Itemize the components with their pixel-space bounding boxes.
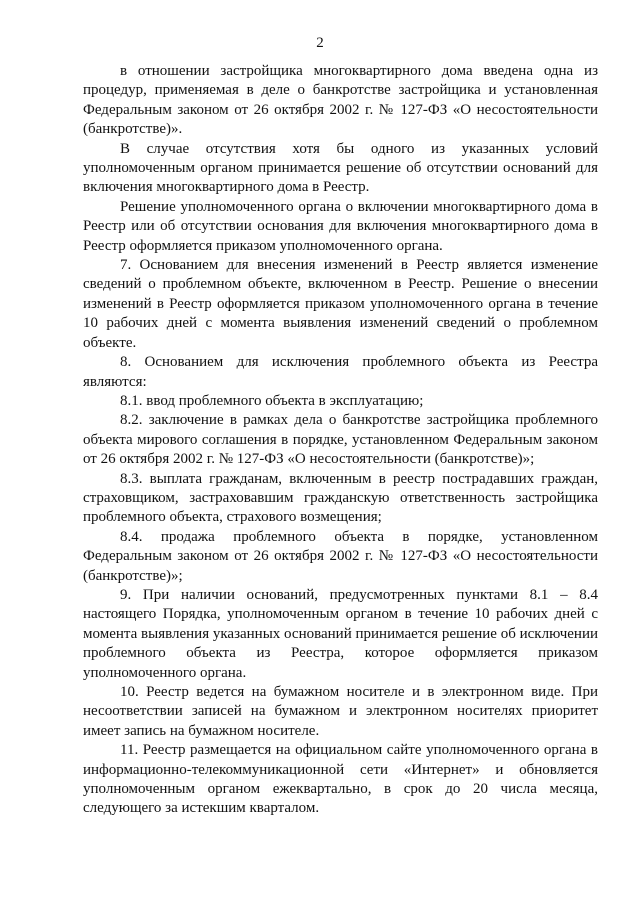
clause-7: 7. Основанием для внесения изменений в Реестр является изменение сведений о проблемном объекте, включенном в Реестр. Решение о внесении изменений в Реестр оформляется приказом уполномоченного органа в течение 10 рабочих дней с момента выявления изменений сведений о проблемном объекте. xyxy=(83,257,598,351)
paragraph-continuation: в отношении застройщика многоквартирного дома введена одна из процедур, применяемая в деле о банкротстве застройщика и установленная Федеральным законом от 26 октября 2002 г. № 127-ФЗ «О несостоятельности (банкротстве)». xyxy=(83,63,598,138)
clause-8-2: 8.2. заключение в рамках дела о банкротстве застройщика проблемного объекта мирового соглашения в порядке, установленном Федеральным законом от 26 октября 2002 г. № 127-ФЗ «О несостоятельности (банкротстве)»; xyxy=(83,412,598,468)
clause-8-4: 8.4. продажа проблемного объекта в порядке, установленном Федеральным законом от 26 октября 2002 г. № 127-ФЗ «О несостоятельности (банкротстве)»; xyxy=(83,528,598,584)
clause-8-3: 8.3. выплата гражданам, включенным в реестр пострадавших граждан, страховщиком, застраховавшим гражданскую ответственность застройщика проблемного объекта, страхового возмещения; xyxy=(83,470,598,526)
paragraph-decision-formalization: Решение уполномоченного органа о включении многоквартирного дома в Реестр или об отсутствии основания для включения многоквартирного дома в Реестр оформляется приказом уполномоченного органа. xyxy=(83,198,598,254)
clause-11: 11. Реестр размещается на официальном сайте уполномоченного органа в информационно-телекоммуникационной сети «Интернет» и обновляется уполномоченным органом ежеквартально, в срок до 20 числа месяца, следующего за истекшим кварталом. xyxy=(83,742,598,817)
clause-9: 9. При наличии оснований, предусмотренных пунктами 8.1 – 8.4 настоящего Порядка, уполномоченным органом в течение 10 рабочих дней с момента выявления указанных оснований принимается решение об исключении проблемного объекта из Реестра, которое оформляется приказом уполномоченного органа. xyxy=(83,586,598,681)
clause-10: 10. Реестр ведется на бумажном носителе и в электронном виде. При несоответствии записей на бумажном и электронном носителях приоритет имеет запись на бумажном носителе. xyxy=(83,684,598,739)
clause-8: 8. Основанием для исключения проблемного объекта из Реестра являются: xyxy=(83,354,598,390)
page-number: 2 xyxy=(316,35,324,51)
document-body xyxy=(83,62,598,819)
paragraph-absence-of-conditions: В случае отсутствия хотя бы одного из указанных условий уполномоченным органом принимается решение об отсутствии оснований для включения многоквартирного дома в Реестр. xyxy=(83,140,598,196)
clause-8-1: 8.1. ввод проблемного объекта в эксплуатацию; xyxy=(120,392,424,409)
